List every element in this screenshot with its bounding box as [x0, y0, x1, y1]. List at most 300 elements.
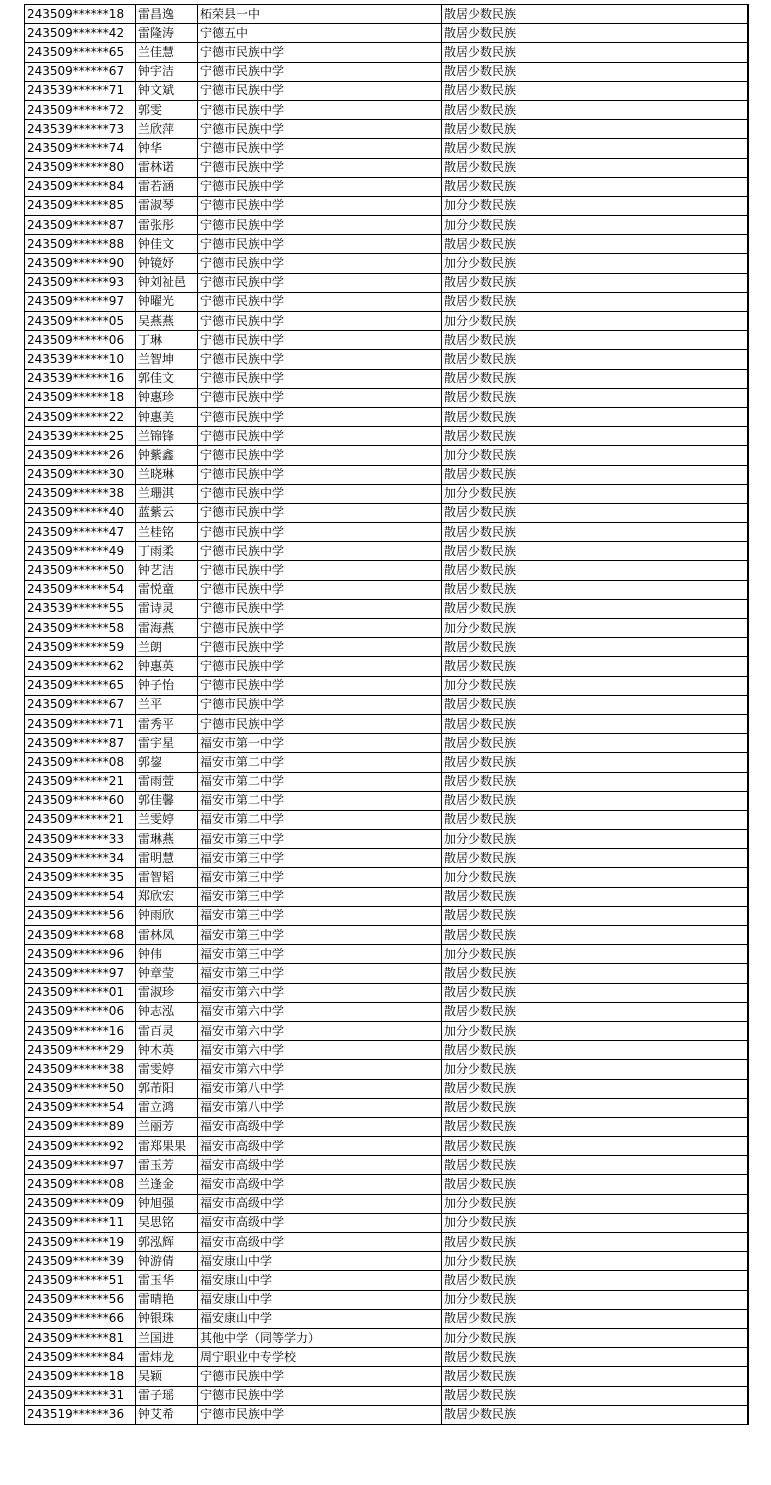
- category-cell: 散居少数民族: [442, 1271, 748, 1290]
- category-cell: 散居少数民族: [442, 753, 748, 772]
- category-cell: 散居少数民族: [442, 24, 748, 43]
- category-cell: 散居少数民族: [442, 1309, 748, 1328]
- student-name-cell: 丁雨柔: [136, 542, 198, 561]
- category-cell: 散居少数民族: [442, 964, 748, 983]
- candidate-id-cell: 243509******21: [25, 772, 136, 791]
- student-name-cell: 兰丽芳: [136, 1117, 198, 1136]
- table-row: [25, 887, 748, 906]
- category-cell: 散居少数民族: [442, 388, 748, 407]
- table-row: [25, 868, 748, 887]
- table-row: [25, 695, 748, 714]
- category-cell: 散居少数民族: [442, 407, 748, 426]
- category-cell: 散居少数民族: [442, 983, 748, 1002]
- category-cell: 散居少数民族: [442, 599, 748, 618]
- table-row: [25, 945, 748, 964]
- table-row: [25, 1060, 748, 1079]
- school-cell: 福安市第六中学: [198, 1041, 442, 1060]
- table-row: [25, 906, 748, 925]
- candidate-id-cell: 243519******36: [25, 1405, 136, 1424]
- school-cell: 宁德市民族中学: [198, 1386, 442, 1405]
- category-cell: 散居少数民族: [442, 638, 748, 657]
- candidate-id-cell: 243509******92: [25, 1137, 136, 1156]
- candidate-id-cell: 243509******06: [25, 331, 136, 350]
- table-row: [25, 235, 748, 254]
- student-name-cell: 兰雯婷: [136, 810, 198, 829]
- candidate-id-cell: 243509******84: [25, 177, 136, 196]
- table-row: [25, 983, 748, 1002]
- school-cell: 宁德市民族中学: [198, 580, 442, 599]
- school-cell: 福安市第八中学: [198, 1098, 442, 1117]
- table-row: [25, 1348, 748, 1367]
- table-row: [25, 388, 748, 407]
- table-row: [25, 158, 748, 177]
- school-cell: 福安市第六中学: [198, 983, 442, 1002]
- candidate-id-cell: 243539******16: [25, 369, 136, 388]
- school-cell: 宁德市民族中学: [198, 331, 442, 350]
- category-cell: 散居少数民族: [442, 849, 748, 868]
- table-row: [25, 561, 748, 580]
- school-cell: 宁德市民族中学: [198, 43, 442, 62]
- category-cell: 加分少数民族: [442, 1290, 748, 1309]
- table-row: [25, 1098, 748, 1117]
- category-cell: 加分少数民族: [442, 1060, 748, 1079]
- candidate-id-cell: 243509******33: [25, 830, 136, 849]
- school-cell: 宁德市民族中学: [198, 714, 442, 733]
- student-name-cell: 钟木英: [136, 1041, 198, 1060]
- category-cell: 散居少数民族: [442, 791, 748, 810]
- candidate-id-cell: 243539******71: [25, 81, 136, 100]
- student-name-cell: 雷琳燕: [136, 830, 198, 849]
- category-cell: 散居少数民族: [442, 177, 748, 196]
- table-row: [25, 849, 748, 868]
- student-name-cell: 雷海燕: [136, 619, 198, 638]
- school-cell: 宁德市民族中学: [198, 312, 442, 331]
- student-name-cell: 雷雯婷: [136, 1060, 198, 1079]
- student-name-cell: 钟宇洁: [136, 62, 198, 81]
- student-name-cell: 兰平: [136, 695, 198, 714]
- candidate-id-cell: 243509******54: [25, 580, 136, 599]
- student-name-cell: 雷若涵: [136, 177, 198, 196]
- student-name-cell: 兰朗: [136, 638, 198, 657]
- category-cell: 散居少数民族: [442, 292, 748, 311]
- student-name-cell: 兰桂铭: [136, 523, 198, 542]
- candidate-id-cell: 243509******85: [25, 196, 136, 215]
- student-name-cell: 吴颖: [136, 1367, 198, 1386]
- table-row: [25, 62, 748, 81]
- school-cell: 宁德市民族中学: [198, 100, 442, 119]
- category-cell: 加分少数民族: [442, 216, 748, 235]
- school-cell: 福安市第二中学: [198, 810, 442, 829]
- candidate-id-cell: 243509******30: [25, 465, 136, 484]
- table-row: [25, 350, 748, 369]
- school-cell: 福安市高级中学: [198, 1156, 442, 1175]
- school-cell: 福安市高级中学: [198, 1175, 442, 1194]
- table-row: [25, 24, 748, 43]
- table-row: [25, 734, 748, 753]
- category-cell: 散居少数民族: [442, 1117, 748, 1136]
- table-row: [25, 1079, 748, 1098]
- candidate-id-cell: 243509******97: [25, 292, 136, 311]
- school-cell: 宁德市民族中学: [198, 503, 442, 522]
- school-cell: 福安市高级中学: [198, 1213, 442, 1232]
- category-cell: 散居少数民族: [442, 1002, 748, 1021]
- student-name-cell: 雷雨萱: [136, 772, 198, 791]
- school-cell: 宁德市民族中学: [198, 523, 442, 542]
- category-cell: 散居少数民族: [442, 810, 748, 829]
- candidate-id-cell: 243509******26: [25, 446, 136, 465]
- school-cell: 宁德市民族中学: [198, 235, 442, 254]
- candidate-id-cell: 243509******96: [25, 945, 136, 964]
- student-name-cell: 钟艺洁: [136, 561, 198, 580]
- table-row: [25, 926, 748, 945]
- student-name-cell: 兰智坤: [136, 350, 198, 369]
- table-row: [25, 1405, 748, 1424]
- table-row: [25, 1175, 748, 1194]
- student-name-cell: 钟子怡: [136, 676, 198, 695]
- school-cell: 柘荣县一中: [198, 5, 442, 24]
- school-cell: 宁德市民族中学: [198, 177, 442, 196]
- table-row: [25, 714, 748, 733]
- school-cell: 宁德市民族中学: [198, 369, 442, 388]
- student-table-body: [25, 5, 748, 1425]
- category-cell: 散居少数民族: [442, 1156, 748, 1175]
- candidate-id-cell: 243509******51: [25, 1271, 136, 1290]
- table-row: [25, 1309, 748, 1328]
- student-name-cell: 兰晓琳: [136, 465, 198, 484]
- table-row: [25, 446, 748, 465]
- table-row: [25, 542, 748, 561]
- school-cell: 宁德市民族中学: [198, 1367, 442, 1386]
- candidate-id-cell: 243509******11: [25, 1213, 136, 1232]
- student-name-cell: 雷秀平: [136, 714, 198, 733]
- school-cell: 福安市高级中学: [198, 1194, 442, 1213]
- table-row: [25, 100, 748, 119]
- school-cell: 宁德市民族中学: [198, 292, 442, 311]
- candidate-id-cell: 243509******59: [25, 638, 136, 657]
- student-name-cell: 兰逢金: [136, 1175, 198, 1194]
- candidate-id-cell: 243509******18: [25, 5, 136, 24]
- candidate-id-cell: 243509******90: [25, 254, 136, 273]
- table-row: [25, 43, 748, 62]
- student-name-cell: 雷玉华: [136, 1271, 198, 1290]
- school-cell: 宁德市民族中学: [198, 216, 442, 235]
- student-name-cell: 钟惠珍: [136, 388, 198, 407]
- school-cell: 福安康山中学: [198, 1271, 442, 1290]
- table-row: [25, 369, 748, 388]
- candidate-id-cell: 243509******47: [25, 523, 136, 542]
- student-name-cell: 兰锦锋: [136, 427, 198, 446]
- table-row: [25, 5, 748, 24]
- school-cell: 福安市第八中学: [198, 1079, 442, 1098]
- category-cell: 加分少数民族: [442, 1213, 748, 1232]
- category-cell: 散居少数民族: [442, 1386, 748, 1405]
- candidate-id-cell: 243509******38: [25, 484, 136, 503]
- candidate-id-cell: 243509******93: [25, 273, 136, 292]
- category-cell: 加分少数民族: [442, 830, 748, 849]
- school-cell: 福安市第三中学: [198, 945, 442, 964]
- student-name-cell: 钟紫鑫: [136, 446, 198, 465]
- category-cell: 散居少数民族: [442, 235, 748, 254]
- school-cell: 福安康山中学: [198, 1290, 442, 1309]
- candidate-id-cell: 243509******88: [25, 235, 136, 254]
- candidate-id-cell: 243509******54: [25, 1098, 136, 1117]
- candidate-id-cell: 243539******25: [25, 427, 136, 446]
- student-name-cell: 钟华: [136, 139, 198, 158]
- candidate-id-cell: 243509******31: [25, 1386, 136, 1405]
- school-cell: 福安市第三中学: [198, 964, 442, 983]
- school-cell: 福安市第二中学: [198, 791, 442, 810]
- category-cell: 加分少数民族: [442, 254, 748, 273]
- candidate-id-cell: 243509******72: [25, 100, 136, 119]
- candidate-id-cell: 243509******18: [25, 388, 136, 407]
- table-row: [25, 139, 748, 158]
- candidate-id-cell: 243509******68: [25, 926, 136, 945]
- candidate-id-cell: 243509******39: [25, 1252, 136, 1271]
- candidate-id-cell: 243509******42: [25, 24, 136, 43]
- table-row: [25, 523, 748, 542]
- school-cell: 福安市第六中学: [198, 1002, 442, 1021]
- table-row: [25, 81, 748, 100]
- school-cell: 福安市第一中学: [198, 734, 442, 753]
- category-cell: 散居少数民族: [442, 695, 748, 714]
- category-cell: 加分少数民族: [442, 945, 748, 964]
- table-row: [25, 484, 748, 503]
- student-name-cell: 吴燕燕: [136, 312, 198, 331]
- student-name-cell: 雷炜龙: [136, 1348, 198, 1367]
- school-cell: 福安康山中学: [198, 1252, 442, 1271]
- candidate-id-cell: 243509******49: [25, 542, 136, 561]
- student-name-cell: 郭泓辉: [136, 1233, 198, 1252]
- candidate-id-cell: 243509******50: [25, 561, 136, 580]
- student-name-cell: 钟曜光: [136, 292, 198, 311]
- student-name-cell: 兰佳慧: [136, 43, 198, 62]
- school-cell: 周宁职业中专学校: [198, 1348, 442, 1367]
- student-name-cell: 钟刘祉邑: [136, 273, 198, 292]
- student-name-cell: 雷明慧: [136, 849, 198, 868]
- category-cell: 散居少数民族: [442, 1233, 748, 1252]
- category-cell: 加分少数民族: [442, 676, 748, 695]
- category-cell: 散居少数民族: [442, 81, 748, 100]
- category-cell: 散居少数民族: [442, 120, 748, 139]
- category-cell: 加分少数民族: [442, 619, 748, 638]
- category-cell: 散居少数民族: [442, 772, 748, 791]
- table-row: [25, 1137, 748, 1156]
- category-cell: 加分少数民族: [442, 1328, 748, 1347]
- table-row: [25, 810, 748, 829]
- student-name-cell: 雷淑琴: [136, 196, 198, 215]
- school-cell: 福安市第三中学: [198, 926, 442, 945]
- candidate-id-cell: 243509******60: [25, 791, 136, 810]
- table-row: [25, 120, 748, 139]
- candidate-id-cell: 243509******74: [25, 139, 136, 158]
- table-row: [25, 599, 748, 618]
- candidate-id-cell: 243509******81: [25, 1328, 136, 1347]
- school-cell: 宁德市民族中学: [198, 484, 442, 503]
- student-name-cell: 钟佳文: [136, 235, 198, 254]
- table-row: [25, 196, 748, 215]
- school-cell: 宁德市民族中学: [198, 657, 442, 676]
- table-row: [25, 964, 748, 983]
- student-name-cell: 雷淑珍: [136, 983, 198, 1002]
- category-cell: 散居少数民族: [442, 523, 748, 542]
- school-cell: 宁德市民族中学: [198, 81, 442, 100]
- candidate-id-cell: 243509******50: [25, 1079, 136, 1098]
- school-cell: 宁德市民族中学: [198, 446, 442, 465]
- student-name-cell: 雷诗灵: [136, 599, 198, 618]
- category-cell: 散居少数民族: [442, 734, 748, 753]
- table-row: [25, 1002, 748, 1021]
- school-cell: 福安市第三中学: [198, 868, 442, 887]
- student-name-cell: 雷昌逸: [136, 5, 198, 24]
- school-cell: 福安市高级中学: [198, 1117, 442, 1136]
- table-row: [25, 465, 748, 484]
- category-cell: 加分少数民族: [442, 196, 748, 215]
- candidate-id-cell: 243509******38: [25, 1060, 136, 1079]
- student-name-cell: 雷百灵: [136, 1021, 198, 1040]
- school-cell: 宁德市民族中学: [198, 427, 442, 446]
- table-row: [25, 254, 748, 273]
- school-cell: 福安市第六中学: [198, 1060, 442, 1079]
- student-name-cell: 郭佳馨: [136, 791, 198, 810]
- candidate-id-cell: 243509******71: [25, 714, 136, 733]
- table-row: [25, 1041, 748, 1060]
- table-row: [25, 657, 748, 676]
- school-cell: 宁德市民族中学: [198, 273, 442, 292]
- category-cell: 散居少数民族: [442, 1348, 748, 1367]
- school-cell: 宁德五中: [198, 24, 442, 43]
- table-row: [25, 676, 748, 695]
- student-name-cell: 兰珊淇: [136, 484, 198, 503]
- school-cell: 福安市第三中学: [198, 887, 442, 906]
- candidate-id-cell: 243509******58: [25, 619, 136, 638]
- table-row: [25, 427, 748, 446]
- candidate-id-cell: 243509******87: [25, 734, 136, 753]
- candidate-id-cell: 243509******35: [25, 868, 136, 887]
- category-cell: 散居少数民族: [442, 43, 748, 62]
- table-row: [25, 619, 748, 638]
- school-cell: 宁德市民族中学: [198, 120, 442, 139]
- table-row: [25, 331, 748, 350]
- category-cell: 加分少数民族: [442, 1194, 748, 1213]
- table-row: [25, 1271, 748, 1290]
- student-name-cell: 钟惠英: [136, 657, 198, 676]
- student-name-cell: 郭鋆: [136, 753, 198, 772]
- candidate-id-cell: 243509******66: [25, 1309, 136, 1328]
- student-name-cell: 丁琳: [136, 331, 198, 350]
- category-cell: 散居少数民族: [442, 273, 748, 292]
- student-name-cell: 钟银珠: [136, 1309, 198, 1328]
- category-cell: 散居少数民族: [442, 1367, 748, 1386]
- student-name-cell: 钟志泓: [136, 1002, 198, 1021]
- candidate-id-cell: 243509******87: [25, 216, 136, 235]
- table-row: [25, 1252, 748, 1271]
- student-name-cell: 吴思铭: [136, 1213, 198, 1232]
- candidate-id-cell: 243509******34: [25, 849, 136, 868]
- school-cell: 宁德市民族中学: [198, 62, 442, 81]
- student-name-cell: 雷宇星: [136, 734, 198, 753]
- candidate-id-cell: 243509******97: [25, 964, 136, 983]
- category-cell: 散居少数民族: [442, 657, 748, 676]
- student-name-cell: 雷晴艳: [136, 1290, 198, 1309]
- candidate-id-cell: 243509******65: [25, 43, 136, 62]
- student-name-cell: 雷子瑶: [136, 1386, 198, 1405]
- candidate-id-cell: 243509******56: [25, 906, 136, 925]
- table-row: [25, 312, 748, 331]
- category-cell: 加分少数民族: [442, 1021, 748, 1040]
- candidate-id-cell: 243509******08: [25, 753, 136, 772]
- category-cell: 散居少数民族: [442, 62, 748, 81]
- category-cell: 散居少数民族: [442, 887, 748, 906]
- candidate-id-cell: 243509******06: [25, 1002, 136, 1021]
- student-name-cell: 郭雯: [136, 100, 198, 119]
- category-cell: 加分少数民族: [442, 868, 748, 887]
- table-row: [25, 1233, 748, 1252]
- candidate-id-cell: 243509******08: [25, 1175, 136, 1194]
- table-row: [25, 1156, 748, 1175]
- category-cell: 散居少数民族: [442, 5, 748, 24]
- student-name-cell: 雷悦童: [136, 580, 198, 599]
- student-name-cell: 雷立鸿: [136, 1098, 198, 1117]
- category-cell: 散居少数民族: [442, 465, 748, 484]
- candidate-id-cell: 243509******97: [25, 1156, 136, 1175]
- table-row: [25, 407, 748, 426]
- category-cell: 散居少数民族: [442, 1041, 748, 1060]
- school-cell: 其他中学（同等学力）: [198, 1328, 442, 1347]
- table-row: [25, 1328, 748, 1347]
- table-row: [25, 1367, 748, 1386]
- student-name-cell: 钟章莹: [136, 964, 198, 983]
- school-cell: 宁德市民族中学: [198, 465, 442, 484]
- school-cell: 福安市第二中学: [198, 772, 442, 791]
- student-name-cell: 钟文斌: [136, 81, 198, 100]
- category-cell: 散居少数民族: [442, 561, 748, 580]
- student-name-cell: 郑欣宏: [136, 887, 198, 906]
- table-row: [25, 1386, 748, 1405]
- student-name-cell: 雷林诺: [136, 158, 198, 177]
- candidate-id-cell: 243509******29: [25, 1041, 136, 1060]
- category-cell: 散居少数民族: [442, 1175, 748, 1194]
- table-row: [25, 753, 748, 772]
- student-name-cell: 雷智韬: [136, 868, 198, 887]
- school-cell: 宁德市民族中学: [198, 350, 442, 369]
- candidate-id-cell: 243509******89: [25, 1117, 136, 1136]
- school-cell: 宁德市民族中学: [198, 619, 442, 638]
- student-name-cell: 雷隆涛: [136, 24, 198, 43]
- table-row: [25, 638, 748, 657]
- school-cell: 宁德市民族中学: [198, 542, 442, 561]
- student-name-cell: 钟惠美: [136, 407, 198, 426]
- candidate-id-cell: 243509******22: [25, 407, 136, 426]
- school-cell: 宁德市民族中学: [198, 254, 442, 273]
- candidate-id-cell: 243539******73: [25, 120, 136, 139]
- candidate-id-cell: 243509******16: [25, 1021, 136, 1040]
- candidate-id-cell: 243509******80: [25, 158, 136, 177]
- school-cell: 宁德市民族中学: [198, 139, 442, 158]
- student-table: [24, 4, 749, 1425]
- candidate-id-cell: 243509******84: [25, 1348, 136, 1367]
- category-cell: 散居少数民族: [442, 331, 748, 350]
- category-cell: 加分少数民族: [442, 446, 748, 465]
- table-row: [25, 772, 748, 791]
- candidate-id-cell: 243509******62: [25, 657, 136, 676]
- school-cell: 宁德市民族中学: [198, 676, 442, 695]
- category-cell: 散居少数民族: [442, 139, 748, 158]
- school-cell: 福安市高级中学: [198, 1137, 442, 1156]
- category-cell: 散居少数民族: [442, 926, 748, 945]
- table-row: [25, 580, 748, 599]
- student-name-cell: 钟艾希: [136, 1405, 198, 1424]
- category-cell: 散居少数民族: [442, 714, 748, 733]
